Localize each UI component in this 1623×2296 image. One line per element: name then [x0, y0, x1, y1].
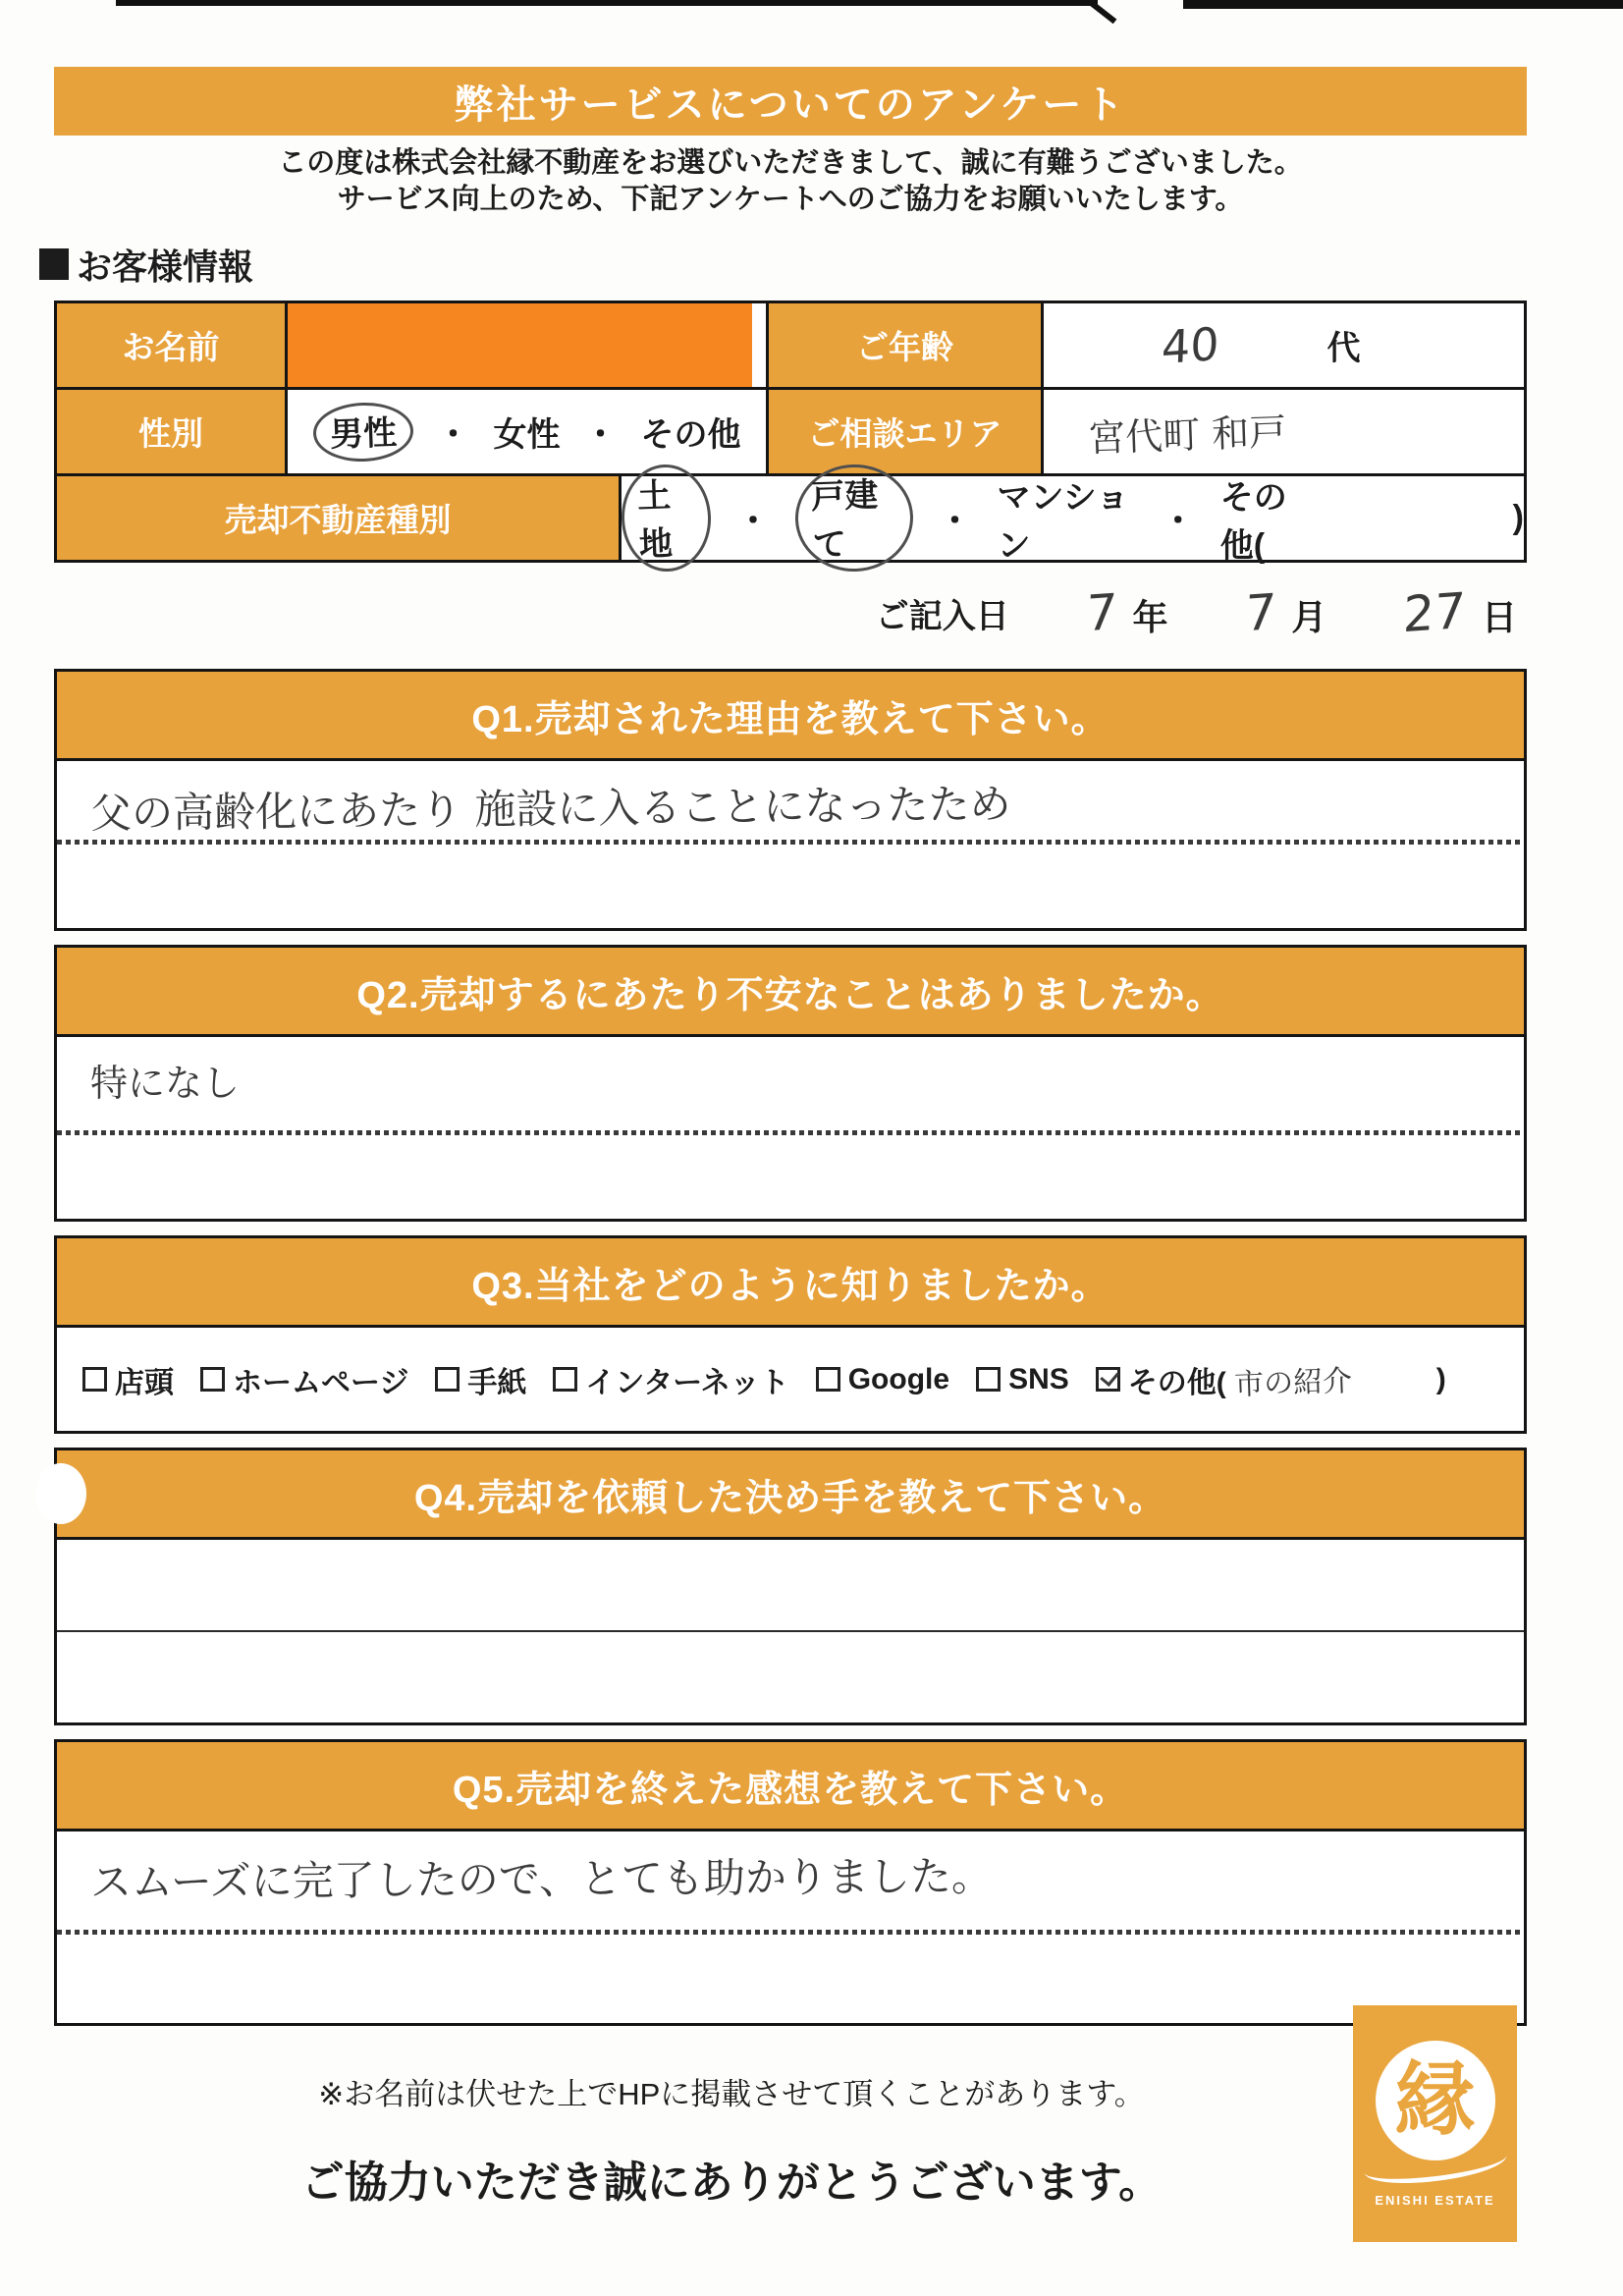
entry-date-month — [1245, 584, 1327, 641]
thank-you-message: ご協力いただき誠にありがとうございます。 — [300, 2159, 1163, 2207]
property-option-other-open: その他( — [1219, 478, 1287, 565]
q3-option-letter-label: 手紙 — [467, 1366, 527, 1399]
question-5-title: Q5.売却を終えた感想を教えて下さい。 — [57, 1742, 1524, 1831]
gender-option-other: その他 — [640, 416, 741, 454]
q3-option-letter — [435, 1358, 526, 1401]
checkbox-unchecked-icon — [553, 1367, 577, 1392]
question-4-box — [54, 1448, 1527, 1725]
age-handwritten-value: 40 — [1161, 316, 1220, 374]
gender-options-cell — [288, 390, 769, 473]
table-row — [57, 476, 1524, 565]
property-option-house-circled: 戸建て — [793, 463, 914, 574]
q3-option-storefront — [82, 1358, 174, 1401]
separator-dot: ・ — [1161, 503, 1195, 540]
q3-option-sns — [976, 1363, 1069, 1396]
entry-date-month-unit: 月 — [1291, 597, 1327, 637]
scan-artifact — [116, 0, 1098, 6]
gender-option-female: 女性 — [493, 416, 561, 454]
checkbox-unchecked-icon — [200, 1367, 225, 1392]
area-label: ご相談エリア — [769, 390, 1044, 473]
customer-info-table — [54, 301, 1527, 563]
q3-paren-close: ) — [1435, 1362, 1446, 1395]
property-option-land-circled: 土地 — [620, 463, 713, 573]
question-3-box — [54, 1235, 1527, 1434]
question-2-title: Q2.売却するにあたり不安なことはありましたか。 — [57, 948, 1524, 1037]
checkbox-unchecked-icon — [976, 1367, 1001, 1392]
intro-text — [54, 145, 1527, 218]
form-title: 弊社サービスについてのアンケート — [454, 82, 1127, 127]
black-square-icon — [39, 248, 69, 280]
company-logo — [1353, 2005, 1517, 2242]
age-unit-label: 代 — [1326, 330, 1361, 367]
entry-date-day-handwritten: 27 — [1402, 581, 1467, 644]
question-1-answer-area — [57, 761, 1524, 928]
question-5-answer-area — [57, 1831, 1524, 2023]
property-option-mansion: マンション — [997, 478, 1129, 565]
punch-hole — [35, 1463, 86, 1524]
intro-line-2: サービス向上のため、下記アンケートへのご協力をお願いいたします。 — [337, 184, 1244, 215]
entry-date-day-unit: 日 — [1481, 597, 1517, 637]
blank-space — [57, 1135, 1524, 1219]
q3-option-homepage — [200, 1358, 408, 1401]
question-2-answer-handwritten: 特になし — [90, 1062, 241, 1105]
checkbox-checked-icon — [1096, 1367, 1120, 1392]
separator-dot: ・ — [583, 416, 618, 454]
q3-option-other-label: その他( — [1127, 1366, 1226, 1399]
logo-kanji: 縁 — [1394, 2054, 1476, 2145]
q3-option-google-label: Google — [847, 1362, 950, 1395]
separator-dot: ・ — [736, 503, 770, 540]
gender-label: 性別 — [57, 390, 288, 473]
property-type-label: 売却不動産種別 — [57, 476, 622, 560]
privacy-note: ※お名前は伏せた上でHPに掲載させて頂くことがあります。 — [318, 2077, 1145, 2111]
customer-info-heading-label: お客様情報 — [77, 246, 254, 287]
entry-date-year — [1086, 584, 1168, 641]
q3-other-handwritten-answer: 市の紹介 — [1233, 1363, 1353, 1402]
area-value-cell — [1044, 390, 1524, 473]
name-label: お名前 — [57, 303, 288, 387]
checkbox-unchecked-icon — [435, 1367, 460, 1392]
question-4-answer-area — [57, 1540, 1524, 1722]
q3-option-internet — [553, 1358, 788, 1401]
area-handwritten-value: 宮代町 和戸 — [1087, 410, 1287, 461]
logo-caption: ENISHI ESTATE — [1375, 2192, 1495, 2208]
question-5-answer-handwritten: スムーズに完了したので、とても助かりました。 — [89, 1851, 994, 1907]
question-5-box — [54, 1739, 1527, 2026]
question-2-answer-area — [57, 1037, 1524, 1219]
question-1-title: Q1.売却された理由を教えて下さい。 — [57, 672, 1524, 761]
q3-option-homepage-label: ホームページ — [233, 1366, 409, 1399]
q3-option-sns-label: SNS — [1008, 1362, 1069, 1395]
checkbox-unchecked-icon — [816, 1367, 840, 1392]
table-row — [57, 303, 1524, 390]
question-1-answer-handwritten: 父の高齢化にあたり 施設に入ることになったため — [89, 780, 1011, 838]
gender-option-male-circled: 男性 — [311, 401, 413, 464]
entry-date-year-unit: 年 — [1132, 597, 1168, 637]
age-value-cell — [1044, 303, 1524, 387]
logo-emblem-icon — [1376, 2041, 1495, 2160]
name-redaction-box — [288, 303, 752, 387]
separator-dot: ・ — [938, 503, 972, 540]
form-title-band — [54, 67, 1527, 136]
q3-option-storefront-label: 店頭 — [115, 1366, 174, 1399]
scan-artifact — [1183, 0, 1623, 9]
blank-space — [57, 1935, 1524, 2023]
separator-dot: ・ — [436, 416, 470, 454]
customer-info-heading — [39, 244, 1527, 285]
checkbox-unchecked-icon — [82, 1367, 107, 1392]
table-row — [57, 390, 1524, 476]
question-3-title: Q3.当社をどのように知りましたか。 — [57, 1238, 1524, 1328]
entry-date-label: ご記入日 — [875, 597, 1009, 635]
entry-date-row — [54, 582, 1517, 643]
property-type-options-cell — [622, 476, 1524, 565]
property-option-other-close: ) — [1512, 499, 1524, 536]
intro-line-1: この度は株式会社縁不動産をお選びいただきまして、誠に有難うございました。 — [278, 147, 1303, 179]
age-label: ご年齢 — [769, 303, 1044, 387]
question-3-options-row — [57, 1328, 1524, 1431]
blank-space — [57, 845, 1524, 928]
blank-answer-space — [57, 1632, 1524, 1722]
question-2-box — [54, 945, 1527, 1222]
name-value-cell — [288, 303, 769, 387]
entry-date-year-handwritten: 7 — [1084, 582, 1118, 643]
entry-date-day — [1402, 581, 1517, 644]
question-1-box — [54, 669, 1527, 931]
entry-date-month-handwritten: 7 — [1243, 582, 1277, 643]
blank-answer-space — [57, 1540, 1524, 1630]
question-4-title: Q4.売却を依頼した決め手を教えて下さい。 — [57, 1450, 1524, 1540]
q3-option-internet-label: インターネット — [585, 1366, 789, 1399]
q3-option-google — [816, 1363, 949, 1396]
q3-option-other-checked — [1096, 1358, 1446, 1401]
